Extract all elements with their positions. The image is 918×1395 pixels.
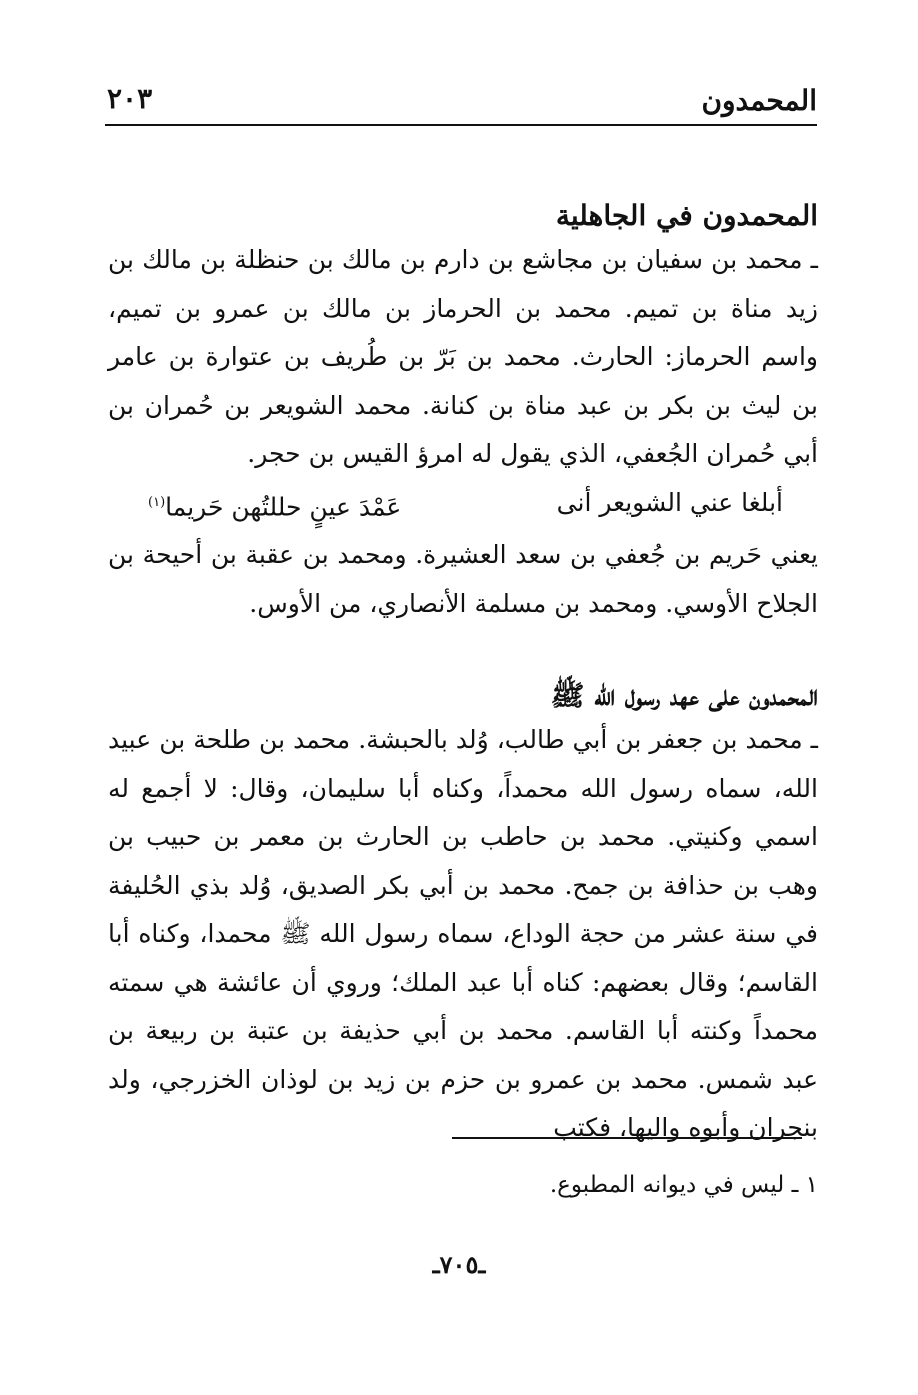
running-header — [105, 78, 817, 122]
running-header-title: المحمدون — [701, 84, 817, 117]
section-heading-pre-islamic: المحمدون في الجاهلية — [555, 199, 818, 232]
footnote: ١ ـ ليس في ديوانه المطبوع. — [549, 1172, 818, 1198]
footnote-divider — [452, 1137, 802, 1139]
folio-page-number: ـ٧٠٥ـ — [432, 1250, 486, 1279]
footnote-reference-mark: (١) — [148, 494, 166, 510]
paragraph-prophet-era-names: ـ محمد بن جعفر بن أبي طالب، وُلد بالحبشة. محمد بن طلحة بن عبيد الله، سماه رسول الله محمداً، وكناه أبا سليمان، وقال: لا أجمع له اسمي وكنيتي. محمد بن حاطب بن الحارث بن معمر بن حبيب بن وهب بن حذافة بن جمح. محمد بن أبي بكر الصديق، وُلد بذي الحُليفة في سنة عشر من حجة الوداع، سماه رسول الله ﷺ محمدا، وكناه أبا القاسم؛ وقال بعضهم: كناه أبا عبد الملك؛ وروي أن عائشة هي سمته محمداً وكنته أبا القاسم. محمد بن أبي حذيفة بن عتبة بن ربيعة بن عبد شمس. محمد بن عمرو بن حزم بن زيد بن لوذان الخزرجي، ولد بنجران وأبوه واليها، فكتب — [108, 725, 818, 1142]
paragraph-pre-islamic-names: ـ محمد بن سفيان بن مجاشع بن دارم بن مالك بن حنظلة بن مالك بن زيد مناة بن تميم. محمد بن الحرماز بن مالك بن عمرو بن تميم، واسم الحرماز: الحارث. محمد بن بَرّ بن طُريف بن عتوارة بن عامر بن ليث بن بكر بن عبد مناة بن كنانة. محمد الشويعر بن حُمران بن أبي حُمران الجُعفي، الذي يقول له امرؤ القيس بن حجر. — [108, 245, 818, 468]
header-divider — [105, 124, 817, 126]
running-header-page-number: ٢٠٣ — [107, 82, 153, 115]
verse-second-hemistich-wrap — [148, 479, 401, 532]
section-prophet-era — [108, 676, 818, 1153]
section-heading-prophet-era: المحمدون على عهد رسول الله ﷺ — [550, 679, 818, 712]
section-pre-islamic — [108, 196, 818, 628]
verse-second-hemistich: عَمْدَ عينٍ حللتُهن حَريما — [165, 491, 402, 521]
verse-first-hemistich: أبلغا عني الشويعر أنى — [556, 487, 783, 517]
paragraph-verse-explanation: يعني حَريم بن جُعفي بن سعد العشيرة. ومحمد بن عقبة بن أحيحة بن الجلاح الأوسي. ومحمد بن مسلمة الأنصاري، من الأوس. — [108, 540, 818, 618]
poetry-verse — [108, 479, 818, 532]
